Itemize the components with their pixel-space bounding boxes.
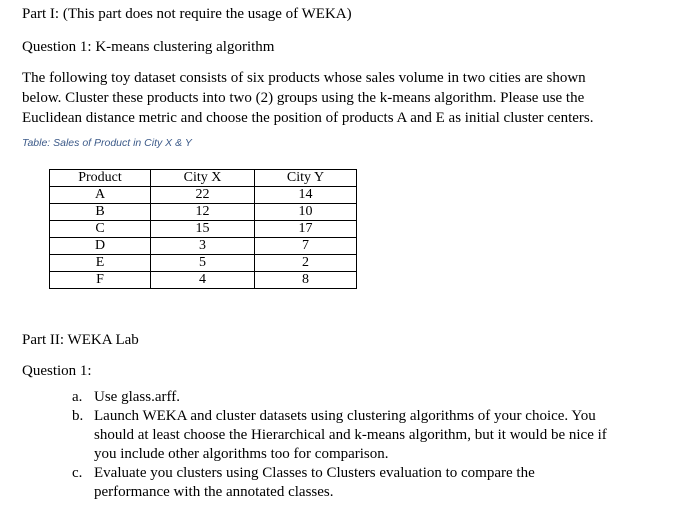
instruction-line: below. Cluster these products into two (2) groups using the k-means algorithm. Please use the: [22, 90, 585, 106]
sales-table: [49, 169, 357, 289]
list-marker: c.: [72, 465, 83, 481]
part1-heading: Part I: (This part does not require the usage of WEKA): [22, 6, 352, 22]
table-row: [50, 187, 357, 204]
city-x-cell: 4: [151, 272, 255, 289]
product-cell: C: [50, 221, 151, 238]
product-cell: B: [50, 204, 151, 221]
table-caption: Table: Sales of Product in City X & Y: [22, 137, 192, 149]
task-line: you include other algorithms too for comparison.: [94, 446, 389, 462]
list-item: [72, 407, 662, 464]
part1-question-title: Question 1: K-means clustering algorithm: [22, 39, 275, 55]
task-line: should at least choose the Hierarchical and k-means algorithm, but it would be nice if: [94, 427, 607, 443]
header-city-y: City Y: [255, 170, 357, 187]
product-cell: A: [50, 187, 151, 204]
part2-question-title: Question 1:: [22, 363, 92, 379]
part1-instructions: [22, 68, 662, 128]
part2-heading: Part II: WEKA Lab: [22, 332, 139, 348]
table-header-row: [50, 170, 357, 187]
table-row: [50, 221, 357, 238]
table-row: [50, 238, 357, 255]
list-marker: a.: [72, 389, 83, 405]
list-item: [72, 464, 662, 502]
city-y-cell: 17: [255, 221, 357, 238]
task-line: Use glass.arff.: [94, 389, 180, 405]
instruction-line: Euclidean distance metric and choose the position of products A and E as initial cluster centers.: [22, 110, 594, 126]
product-cell: E: [50, 255, 151, 272]
table-row: [50, 255, 357, 272]
task-line: performance with the annotated classes.: [94, 484, 334, 500]
task-line: Evaluate you clusters using Classes to Clusters evaluation to compare the: [94, 465, 535, 481]
city-x-cell: 3: [151, 238, 255, 255]
task-line: Launch WEKA and cluster datasets using clustering algorithms of your choice. You: [94, 408, 596, 424]
city-x-cell: 12: [151, 204, 255, 221]
task-list: [72, 388, 662, 502]
product-cell: F: [50, 272, 151, 289]
city-y-cell: 10: [255, 204, 357, 221]
product-cell: D: [50, 238, 151, 255]
city-y-cell: 2: [255, 255, 357, 272]
city-y-cell: 8: [255, 272, 357, 289]
list-item: [72, 388, 662, 407]
city-y-cell: 14: [255, 187, 357, 204]
city-x-cell: 15: [151, 221, 255, 238]
list-marker: b.: [72, 408, 84, 424]
city-x-cell: 22: [151, 187, 255, 204]
city-x-cell: 5: [151, 255, 255, 272]
table-row: [50, 204, 357, 221]
city-y-cell: 7: [255, 238, 357, 255]
instruction-line: The following toy dataset consists of six products whose sales volume in two cities are shown: [22, 70, 586, 86]
header-city-x: City X: [151, 170, 255, 187]
table-row: [50, 272, 357, 289]
header-product: Product: [50, 170, 151, 187]
